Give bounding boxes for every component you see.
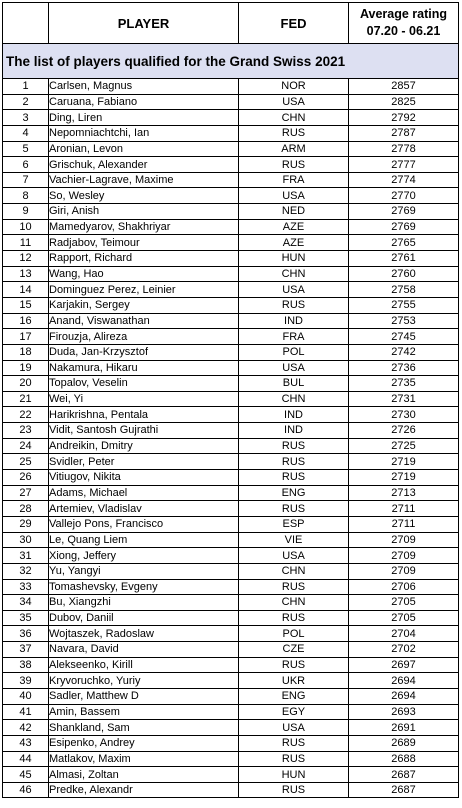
- federation-cell: USA: [239, 360, 349, 376]
- rating-cell: 2713: [349, 485, 459, 501]
- rating-cell: 2694: [349, 688, 459, 704]
- player-name-cell: Carlsen, Magnus: [49, 79, 239, 95]
- rank-cell: 19: [3, 360, 49, 376]
- federation-cell: RUS: [239, 125, 349, 141]
- federation-cell: RUS: [239, 157, 349, 173]
- rating-cell: 2777: [349, 157, 459, 173]
- player-name-cell: Ding, Liren: [49, 110, 239, 126]
- table-row: [3, 313, 459, 329]
- rating-cell: 2726: [349, 423, 459, 439]
- federation-cell: NED: [239, 204, 349, 220]
- federation-cell: VIE: [239, 532, 349, 548]
- rating-cell: 2689: [349, 735, 459, 751]
- rating-cell: 2725: [349, 438, 459, 454]
- title-row: [3, 44, 459, 79]
- table-row: [3, 391, 459, 407]
- rank-cell: 15: [3, 297, 49, 313]
- table-row: [3, 94, 459, 110]
- player-name-cell: Sadler, Matthew D: [49, 688, 239, 704]
- table-row: [3, 720, 459, 736]
- player-name-cell: Wojtaszek, Radoslaw: [49, 626, 239, 642]
- rating-cell: 2705: [349, 595, 459, 611]
- table-row: [3, 485, 459, 501]
- rank-cell: 27: [3, 485, 49, 501]
- federation-cell: USA: [239, 548, 349, 564]
- player-name-cell: Aronian, Levon: [49, 141, 239, 157]
- rating-cell: 2709: [349, 548, 459, 564]
- federation-cell: ESP: [239, 516, 349, 532]
- player-name-cell: Amin, Bassem: [49, 704, 239, 720]
- player-name-cell: Artemiev, Vladislav: [49, 501, 239, 517]
- rating-cell: 2760: [349, 266, 459, 282]
- rank-cell: 16: [3, 313, 49, 329]
- player-name-cell: Shankland, Sam: [49, 720, 239, 736]
- player-name-cell: Tomashevsky, Evgeny: [49, 579, 239, 595]
- federation-cell: RUS: [239, 782, 349, 798]
- player-name-cell: Kryvoruchko, Yuriy: [49, 673, 239, 689]
- players-sheet: [2, 2, 458, 798]
- rank-cell: 35: [3, 610, 49, 626]
- player-name-cell: Nepomniachtchi, Ian: [49, 125, 239, 141]
- rating-cell: 2702: [349, 642, 459, 658]
- rank-cell: 29: [3, 516, 49, 532]
- player-name-cell: Matlakov, Maxim: [49, 751, 239, 767]
- rank-cell: 28: [3, 501, 49, 517]
- federation-cell: ENG: [239, 485, 349, 501]
- player-name-cell: Esipenko, Andrey: [49, 735, 239, 751]
- header-rating-label: Average rating: [359, 7, 448, 21]
- rating-cell: 2687: [349, 767, 459, 783]
- rank-cell: 33: [3, 579, 49, 595]
- rank-cell: 21: [3, 391, 49, 407]
- rank-cell: 38: [3, 657, 49, 673]
- player-name-cell: Vitiugov, Nikita: [49, 470, 239, 486]
- sheet-title: The list of players qualified for the Grand Swiss 2021: [3, 44, 459, 79]
- rank-cell: 1: [3, 79, 49, 95]
- player-name-cell: Bu, Xiangzhi: [49, 595, 239, 611]
- rank-cell: 10: [3, 219, 49, 235]
- header-player: PLAYER: [49, 3, 239, 44]
- federation-cell: CHN: [239, 266, 349, 282]
- rating-cell: 2705: [349, 610, 459, 626]
- federation-cell: RUS: [239, 579, 349, 595]
- rank-cell: 39: [3, 673, 49, 689]
- table-row: [3, 626, 459, 642]
- player-name-cell: Nakamura, Hikaru: [49, 360, 239, 376]
- table-row: [3, 595, 459, 611]
- table-row: [3, 204, 459, 220]
- table-row: [3, 610, 459, 626]
- table-row: [3, 563, 459, 579]
- federation-cell: NOR: [239, 79, 349, 95]
- federation-cell: HUN: [239, 251, 349, 267]
- federation-cell: RUS: [239, 438, 349, 454]
- player-name-cell: Yu, Yangyi: [49, 563, 239, 579]
- rank-cell: 9: [3, 204, 49, 220]
- rank-cell: 8: [3, 188, 49, 204]
- table-row: [3, 735, 459, 751]
- rating-cell: 2745: [349, 329, 459, 345]
- federation-cell: EGY: [239, 704, 349, 720]
- table-row: [3, 407, 459, 423]
- rank-cell: 20: [3, 376, 49, 392]
- federation-cell: CZE: [239, 642, 349, 658]
- federation-cell: POL: [239, 344, 349, 360]
- rating-cell: 2753: [349, 313, 459, 329]
- table-row: [3, 360, 459, 376]
- table-row: [3, 688, 459, 704]
- federation-cell: RUS: [239, 470, 349, 486]
- rating-cell: 2769: [349, 204, 459, 220]
- player-name-cell: Predke, Alexandr: [49, 782, 239, 798]
- rank-cell: 26: [3, 470, 49, 486]
- player-name-cell: Dubov, Daniil: [49, 610, 239, 626]
- player-name-cell: Andreikin, Dmitry: [49, 438, 239, 454]
- rank-cell: 46: [3, 782, 49, 798]
- rating-cell: 2774: [349, 172, 459, 188]
- player-name-cell: Le, Quang Liem: [49, 532, 239, 548]
- players-table: [2, 2, 459, 798]
- federation-cell: RUS: [239, 297, 349, 313]
- player-name-cell: Duda, Jan-Krzysztof: [49, 344, 239, 360]
- rating-cell: 2711: [349, 516, 459, 532]
- player-name-cell: So, Wesley: [49, 188, 239, 204]
- player-name-cell: Karjakin, Sergey: [49, 297, 239, 313]
- rank-cell: 32: [3, 563, 49, 579]
- rank-cell: 3: [3, 110, 49, 126]
- player-name-cell: Vallejo Pons, Francisco: [49, 516, 239, 532]
- rating-cell: 2691: [349, 720, 459, 736]
- player-name-cell: Svidler, Peter: [49, 454, 239, 470]
- rating-cell: 2706: [349, 579, 459, 595]
- federation-cell: RUS: [239, 751, 349, 767]
- rating-cell: 2688: [349, 751, 459, 767]
- rank-cell: 41: [3, 704, 49, 720]
- rank-cell: 18: [3, 344, 49, 360]
- rating-cell: 2730: [349, 407, 459, 423]
- federation-cell: FRA: [239, 329, 349, 345]
- header-row: [3, 3, 459, 44]
- rating-cell: 2765: [349, 235, 459, 251]
- rank-cell: 36: [3, 626, 49, 642]
- table-row: [3, 782, 459, 798]
- federation-cell: USA: [239, 94, 349, 110]
- rank-cell: 45: [3, 767, 49, 783]
- rating-cell: 2787: [349, 125, 459, 141]
- player-name-cell: Topalov, Veselin: [49, 376, 239, 392]
- player-name-cell: Caruana, Fabiano: [49, 94, 239, 110]
- federation-cell: RUS: [239, 610, 349, 626]
- player-name-cell: Vidit, Santosh Gujrathi: [49, 423, 239, 439]
- rating-cell: 2736: [349, 360, 459, 376]
- table-row: [3, 767, 459, 783]
- federation-cell: USA: [239, 282, 349, 298]
- player-name-cell: Radjabov, Teimour: [49, 235, 239, 251]
- rank-cell: 24: [3, 438, 49, 454]
- rating-cell: 2770: [349, 188, 459, 204]
- header-rating-period: 07.20 - 06.21: [366, 24, 441, 38]
- federation-cell: CHN: [239, 595, 349, 611]
- table-row: [3, 172, 459, 188]
- rank-cell: 22: [3, 407, 49, 423]
- player-name-cell: Mamedyarov, Shakhriyar: [49, 219, 239, 235]
- rating-cell: 2709: [349, 563, 459, 579]
- header-federation: FED: [239, 3, 349, 44]
- rank-cell: 40: [3, 688, 49, 704]
- rank-cell: 17: [3, 329, 49, 345]
- rating-cell: 2857: [349, 79, 459, 95]
- rating-cell: 2694: [349, 673, 459, 689]
- table-row: [3, 188, 459, 204]
- rank-cell: 6: [3, 157, 49, 173]
- federation-cell: CHN: [239, 391, 349, 407]
- rating-cell: 2742: [349, 344, 459, 360]
- rating-cell: 2697: [349, 657, 459, 673]
- rating-cell: 2704: [349, 626, 459, 642]
- federation-cell: AZE: [239, 235, 349, 251]
- federation-cell: RUS: [239, 735, 349, 751]
- table-row: [3, 423, 459, 439]
- table-row: [3, 501, 459, 517]
- table-row: [3, 235, 459, 251]
- rating-cell: 2719: [349, 454, 459, 470]
- table-row: [3, 329, 459, 345]
- federation-cell: BUL: [239, 376, 349, 392]
- table-row: [3, 157, 459, 173]
- header-average-rating: [349, 3, 459, 44]
- federation-cell: RUS: [239, 501, 349, 517]
- table-row: [3, 282, 459, 298]
- rating-cell: 2769: [349, 219, 459, 235]
- table-row: [3, 579, 459, 595]
- rating-cell: 2693: [349, 704, 459, 720]
- federation-cell: USA: [239, 720, 349, 736]
- table-row: [3, 344, 459, 360]
- federation-cell: USA: [239, 188, 349, 204]
- rating-cell: 2719: [349, 470, 459, 486]
- player-name-cell: Navara, David: [49, 642, 239, 658]
- rank-cell: 12: [3, 251, 49, 267]
- player-name-cell: Almasi, Zoltan: [49, 767, 239, 783]
- federation-cell: ENG: [239, 688, 349, 704]
- player-rows: [3, 79, 459, 798]
- federation-cell: UKR: [239, 673, 349, 689]
- table-row: [3, 657, 459, 673]
- federation-cell: POL: [239, 626, 349, 642]
- rating-cell: 2735: [349, 376, 459, 392]
- player-name-cell: Firouzja, Alireza: [49, 329, 239, 345]
- player-name-cell: Wei, Yi: [49, 391, 239, 407]
- rating-cell: 2731: [349, 391, 459, 407]
- rank-cell: 5: [3, 141, 49, 157]
- rating-cell: 2761: [349, 251, 459, 267]
- table-row: [3, 516, 459, 532]
- header-number: [3, 3, 49, 44]
- rank-cell: 13: [3, 266, 49, 282]
- federation-cell: IND: [239, 313, 349, 329]
- rank-cell: 31: [3, 548, 49, 564]
- table-row: [3, 532, 459, 548]
- rating-cell: 2755: [349, 297, 459, 313]
- federation-cell: RUS: [239, 657, 349, 673]
- table-row: [3, 79, 459, 95]
- player-name-cell: Anand, Viswanathan: [49, 313, 239, 329]
- federation-cell: CHN: [239, 110, 349, 126]
- player-name-cell: Giri, Anish: [49, 204, 239, 220]
- rank-cell: 14: [3, 282, 49, 298]
- player-name-cell: Harikrishna, Pentala: [49, 407, 239, 423]
- player-name-cell: Vachier-Lagrave, Maxime: [49, 172, 239, 188]
- federation-cell: IND: [239, 407, 349, 423]
- rank-cell: 4: [3, 125, 49, 141]
- federation-cell: FRA: [239, 172, 349, 188]
- rank-cell: 43: [3, 735, 49, 751]
- player-name-cell: Adams, Michael: [49, 485, 239, 501]
- rank-cell: 23: [3, 423, 49, 439]
- table-row: [3, 110, 459, 126]
- federation-cell: ARM: [239, 141, 349, 157]
- table-row: [3, 454, 459, 470]
- rating-cell: 2709: [349, 532, 459, 548]
- table-row: [3, 125, 459, 141]
- rank-cell: 42: [3, 720, 49, 736]
- rank-cell: 34: [3, 595, 49, 611]
- rating-cell: 2778: [349, 141, 459, 157]
- table-row: [3, 548, 459, 564]
- rank-cell: 37: [3, 642, 49, 658]
- table-row: [3, 642, 459, 658]
- table-row: [3, 251, 459, 267]
- table-row: [3, 141, 459, 157]
- rating-cell: 2711: [349, 501, 459, 517]
- player-name-cell: Rapport, Richard: [49, 251, 239, 267]
- table-row: [3, 266, 459, 282]
- table-row: [3, 376, 459, 392]
- rating-cell: 2792: [349, 110, 459, 126]
- player-name-cell: Alekseenko, Kirill: [49, 657, 239, 673]
- rating-cell: 2687: [349, 782, 459, 798]
- player-name-cell: Dominguez Perez, Leinier: [49, 282, 239, 298]
- federation-cell: HUN: [239, 767, 349, 783]
- player-name-cell: Grischuk, Alexander: [49, 157, 239, 173]
- table-row: [3, 673, 459, 689]
- federation-cell: CHN: [239, 563, 349, 579]
- player-name-cell: Xiong, Jeffery: [49, 548, 239, 564]
- federation-cell: AZE: [239, 219, 349, 235]
- table-row: [3, 470, 459, 486]
- rank-cell: 11: [3, 235, 49, 251]
- rank-cell: 25: [3, 454, 49, 470]
- table-row: [3, 751, 459, 767]
- rating-cell: 2825: [349, 94, 459, 110]
- player-name-cell: Wang, Hao: [49, 266, 239, 282]
- federation-cell: RUS: [239, 454, 349, 470]
- rank-cell: 30: [3, 532, 49, 548]
- table-row: [3, 297, 459, 313]
- federation-cell: IND: [239, 423, 349, 439]
- rank-cell: 2: [3, 94, 49, 110]
- table-row: [3, 438, 459, 454]
- table-row: [3, 219, 459, 235]
- rank-cell: 7: [3, 172, 49, 188]
- rank-cell: 44: [3, 751, 49, 767]
- table-row: [3, 704, 459, 720]
- rating-cell: 2758: [349, 282, 459, 298]
- table-header: [3, 3, 459, 44]
